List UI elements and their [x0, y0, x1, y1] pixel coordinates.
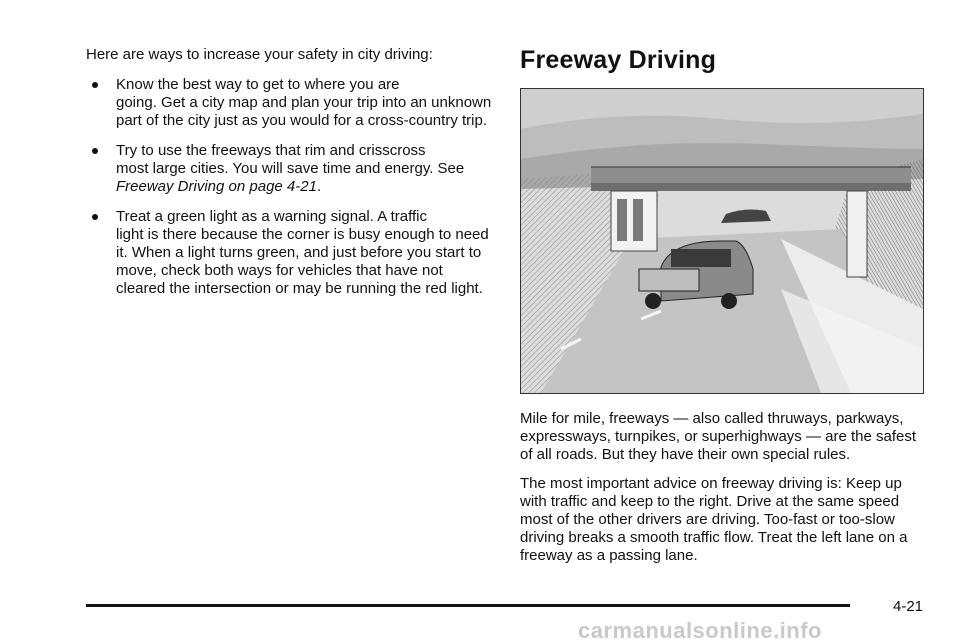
page-number: 4-21 — [893, 598, 924, 615]
intro-text: Here are ways to increase your safety in city driving: — [86, 46, 433, 63]
paragraph-freeway-advice: The most important advice on freeway driving is: Keep up with traffic and keep to the right. Drive at the same speed most of the other drivers are driving. Too-fast or too-slow driving breaks a smooth traffic flow. Treat the left lane on a freeway as a passing lane. — [520, 475, 908, 564]
bullet-dot-icon — [92, 82, 98, 88]
list-item-text: most large cities. You will save time and energy. See — [116, 160, 465, 177]
list-item-text-end: . — [316, 178, 322, 195]
footer-rule — [86, 604, 850, 607]
list-item — [86, 142, 494, 196]
list-item-continued — [86, 160, 494, 196]
bullet-dot-icon — [92, 148, 98, 154]
freeway-overpass-drawing — [521, 89, 923, 393]
paragraph-freeway-safety: Mile for mile, freeways — also called thruways, parkways, expressways, turnpikes, or superhighways — are the safest of all roads. But they have their own special rules. — [520, 410, 917, 463]
cross-reference-link[interactable]: Freeway Driving on page 4-21 — [116, 178, 317, 195]
safety-tips-list — [86, 76, 494, 298]
list-item-continued: light is there because the corner is busy enough to need it. When a light turns green, and just before you start to move, check both ways for vehicles that have not cleared the intersection or may be running the red light. — [116, 226, 489, 297]
list-item-continued: going. Get a city map and plan your trip into an unknown part of the city just as you would for a cross-country trip. — [116, 94, 492, 129]
bullet-dot-icon — [92, 214, 98, 220]
freeway-illustration — [520, 88, 924, 394]
right-column — [520, 46, 924, 565]
list-item — [86, 208, 494, 298]
list-item-first-line: Know the best way to get to where you are — [116, 76, 400, 93]
list-item-first-line: Try to use the freeways that rim and crisscross — [116, 142, 426, 159]
watermark: carmanualsonline.info — [578, 618, 822, 643]
section-heading: Freeway Driving — [520, 46, 717, 74]
left-column — [86, 46, 494, 310]
list-item-first-line: Treat a green light as a warning signal. A traffic — [116, 208, 428, 225]
list-item — [86, 76, 494, 130]
